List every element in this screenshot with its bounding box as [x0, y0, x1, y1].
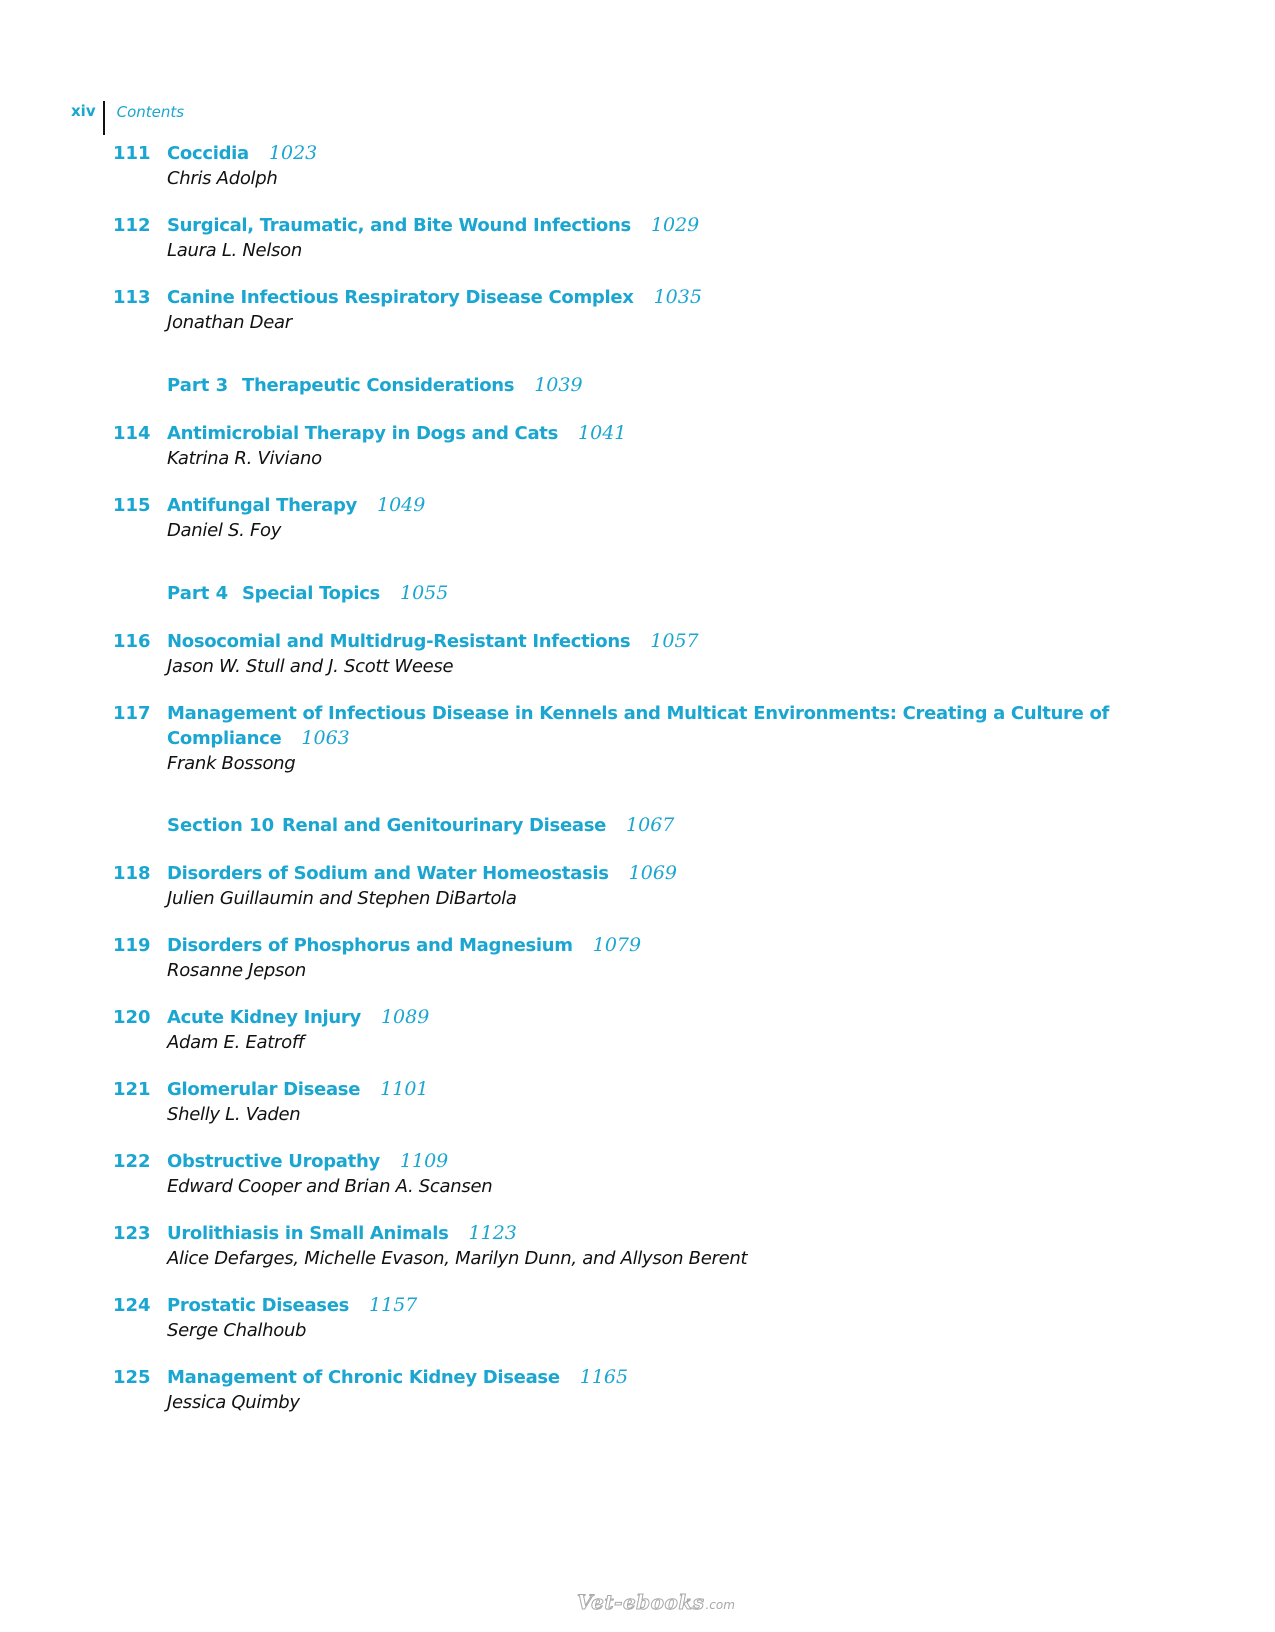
- chapter-author: Alice Defarges, Michelle Evason, Marilyn Dunn, and Allyson Berent: [167, 1248, 748, 1269]
- page-number: 1063: [301, 727, 350, 749]
- page-number: 1069: [628, 862, 678, 884]
- chapter-author: Jonathan Dear: [167, 312, 292, 333]
- page-number: 1049: [377, 494, 426, 516]
- chapter-title[interactable]: Prostatic Diseases 1157: [167, 1294, 418, 1316]
- chapter-number: 117: [113, 703, 151, 724]
- chapter-number: 125: [113, 1367, 151, 1388]
- chapter-number: 120: [113, 1007, 151, 1028]
- chapter-number: 112: [113, 215, 151, 236]
- running-head: [71, 101, 184, 135]
- chapter-title[interactable]: Management of Infectious Disease in Kennels and Multicat Environments: Creating a Culture of: [167, 703, 1110, 724]
- watermark-domain: .com: [705, 1598, 735, 1612]
- part-title[interactable]: Special Topics 1055: [242, 582, 449, 604]
- chapter-author: Laura L. Nelson: [167, 240, 302, 261]
- part-title[interactable]: Therapeutic Considerations 1039: [242, 374, 583, 396]
- page-number: 1057: [650, 630, 699, 652]
- page-number: 1067: [626, 814, 675, 836]
- running-head-label: Contents: [116, 103, 185, 121]
- chapter-author: Jason W. Stull and J. Scott Weese: [167, 656, 454, 677]
- chapter-title[interactable]: Antifungal Therapy 1049: [167, 494, 426, 516]
- part-label: Part 3: [167, 375, 229, 396]
- page-number: 1035: [653, 286, 702, 308]
- page-number: 1165: [579, 1366, 629, 1388]
- chapter-number: 118: [113, 863, 151, 884]
- page-number: 1109: [399, 1150, 449, 1172]
- page-number: 1055: [399, 582, 449, 604]
- page-number: 1023: [268, 142, 318, 164]
- chapter-title-continued[interactable]: Compliance 1063: [167, 727, 350, 749]
- chapter-author: Edward Cooper and Brian A. Scansen: [167, 1176, 493, 1197]
- chapter-number: 111: [113, 143, 151, 164]
- chapter-number: 114: [113, 423, 151, 444]
- part-label: Part 4: [167, 583, 229, 604]
- chapter-author: Serge Chalhoub: [167, 1320, 307, 1341]
- page-number: 1157: [369, 1294, 418, 1316]
- chapter-number: 121: [113, 1079, 151, 1100]
- chapter-number: 124: [113, 1295, 151, 1316]
- chapter-title[interactable]: Surgical, Traumatic, and Bite Wound Infections 1029: [167, 214, 700, 236]
- chapter-title[interactable]: Glomerular Disease 1101: [167, 1078, 429, 1100]
- watermark-text: Vet-ebooks: [577, 1590, 705, 1614]
- page-number: 1041: [578, 422, 627, 444]
- page-number: 1079: [592, 934, 642, 956]
- chapter-title[interactable]: Acute Kidney Injury 1089: [167, 1006, 430, 1028]
- chapter-author: Katrina R. Viviano: [167, 448, 322, 469]
- chapter-title[interactable]: Disorders of Phosphorus and Magnesium 1079: [167, 934, 642, 956]
- chapter-title[interactable]: Disorders of Sodium and Water Homeostasis 1069: [167, 862, 678, 884]
- chapter-title[interactable]: Coccidia 1023: [167, 142, 318, 164]
- chapter-author: Shelly L. Vaden: [167, 1104, 301, 1125]
- watermark-logo: [577, 1590, 735, 1614]
- chapter-number: 116: [113, 631, 151, 652]
- chapter-number: 119: [113, 935, 151, 956]
- chapter-number: 113: [113, 287, 151, 308]
- chapter-title[interactable]: Obstructive Uropathy 1109: [167, 1150, 449, 1172]
- page-number: 1089: [380, 1006, 430, 1028]
- chapter-author: Julien Guillaumin and Stephen DiBartola: [167, 888, 517, 909]
- chapter-author: Frank Bossong: [167, 753, 296, 774]
- chapter-author: Daniel S. Foy: [167, 520, 282, 541]
- page-number: 1123: [468, 1222, 517, 1244]
- page-number: 1101: [380, 1078, 429, 1100]
- chapter-author: Adam E. Eatroff: [167, 1032, 304, 1053]
- chapter-number: 115: [113, 495, 151, 516]
- chapter-number: 122: [113, 1151, 151, 1172]
- section-title[interactable]: Renal and Genitourinary Disease 1067: [282, 814, 675, 836]
- chapter-title[interactable]: Nosocomial and Multidrug-Resistant Infections 1057: [167, 630, 699, 652]
- chapter-title[interactable]: Urolithiasis in Small Animals 1123: [167, 1222, 517, 1244]
- chapter-author: Rosanne Jepson: [167, 960, 306, 981]
- chapter-title[interactable]: Management of Chronic Kidney Disease 1165: [167, 1366, 629, 1388]
- chapter-author: Jessica Quimby: [167, 1392, 300, 1413]
- section-label: Section 10: [167, 815, 275, 836]
- chapter-author: Chris Adolph: [167, 168, 278, 189]
- page-number: 1039: [534, 374, 583, 396]
- page-number: 1029: [650, 214, 700, 236]
- chapter-title[interactable]: Canine Infectious Respiratory Disease Complex 1035: [167, 286, 702, 308]
- chapter-number: 123: [113, 1223, 151, 1244]
- chapter-title[interactable]: Antimicrobial Therapy in Dogs and Cats 1041: [167, 422, 627, 444]
- page-folio: xiv: [71, 102, 96, 120]
